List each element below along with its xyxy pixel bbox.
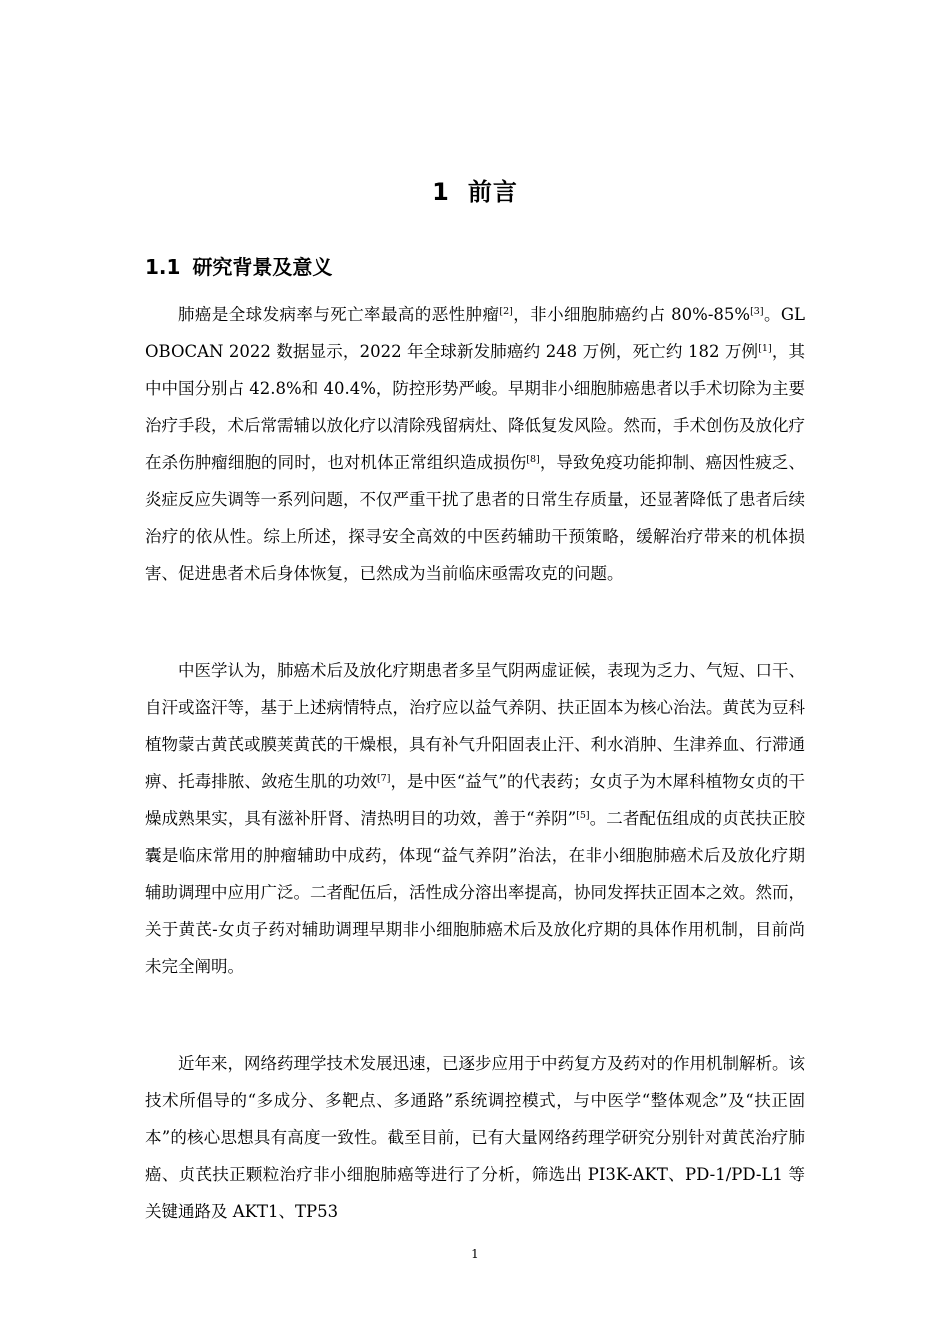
paragraph-text: ，非小细胞肺癌约占 80%-85% <box>512 305 751 324</box>
paragraph-2 <box>145 652 805 985</box>
paragraph-text: 肺癌是全球发病率与死亡率最高的恶性肿瘤 <box>178 305 500 324</box>
section-heading <box>145 250 332 284</box>
chapter-title <box>0 172 950 212</box>
paragraph-text: 近年来，网络药理学技术发展迅速，已逐步应用于中药复方及药对的作用机制解析。该技术所倡导的“多成分、多靶点、多通路”系统调控模式，与中医学“整体观念”及“扶正固本”的核心思想具有高度一致性。截至目前，已有大量网络药理学研究分别针对黄芪治疗肺癌、贞芪扶正颗粒治疗非小细胞肺癌等进行了分析，筛选出 PI3K-AKT、PD-1/PD-L1 等关键通路及 AKT1、TP53 <box>145 1054 805 1221</box>
citation-ref: [8] <box>526 454 540 465</box>
chapter-number: 1 <box>432 178 450 206</box>
page-number: 1 <box>471 1247 479 1261</box>
paragraph-text: 。GLOBOCAN 2022 数据显示，2022 年全球新发肺癌约 248 万例，死亡约 182 万例 <box>145 305 806 361</box>
paragraph-text: ，导致免疫功能抑制、癌因性疲乏、炎症反应失调等一系列问题，不仅严重干扰了患者的日常生存质量，还显著降低了患者后续治疗的依从性。综上所述，探寻安全高效的中医药辅助干预策略，缓解治疗带来的机体损害、促进患者术后身体恢复，已然成为当前临床亟需攻克的问题。 <box>145 453 806 583</box>
paragraph-text: ，其中中国分别占 42.8%和 40.4%，防控形势严峻。早期非小细胞肺癌患者以手术切除为主要治疗手段，术后常需辅以放化疗以清除残留病灶、降低复发风险。然而，手术创伤及放化疗在杀伤肿瘤细胞的同时，也对机体正常组织造成损伤 <box>145 342 805 472</box>
citation-ref: [5] <box>576 810 590 821</box>
paragraph-1 <box>145 296 805 592</box>
citation-ref: [3] <box>750 306 764 317</box>
paragraph-text: 中医学认为，肺癌术后及放化疗期患者多呈气阴两虚证候，表现为乏力、气短、口干、自汗或盗汗等，基于上述病情特点，治疗应以益气养阴、扶正固本为核心治法。黄芪为豆科植物蒙古黄芪或膜荚黄芪的干燥根，具有补气升阳固表止汗、利水消肿、生津养血、行滞通痹、托毒排脓、敛疮生肌的功效 <box>145 661 805 791</box>
citation-ref: [1] <box>758 343 772 354</box>
paragraph-text: 。二者配伍组成的贞芪扶正胶囊是临床常用的肿瘤辅助中成药，体现“益气养阴”治法，在非小细胞肺癌术后及放化疗期辅助调理中应用广泛。二者配伍后，活性成分溶出率提高，协同发挥扶正固本之效。然而，关于黄芪-女贞子药对辅助调理早期非小细胞肺癌术后及放化疗期的具体作用机制，目前尚未完全阐明。 <box>145 809 806 976</box>
citation-ref: [2] <box>499 306 513 317</box>
citation-ref: [7] <box>376 773 391 784</box>
section-title-text: 研究背景及意义 <box>192 255 333 279</box>
chapter-title-text: 前言 <box>467 178 518 206</box>
paragraph-text: ，是中医“益气”的代表药；女贞子为木犀科植物女贞的干燥成熟果实，具有滋补肝肾、清热明目的功效，善于“养阴” <box>145 772 806 828</box>
section-number: 1.1 <box>145 255 181 279</box>
paragraph-3 <box>145 1045 805 1230</box>
